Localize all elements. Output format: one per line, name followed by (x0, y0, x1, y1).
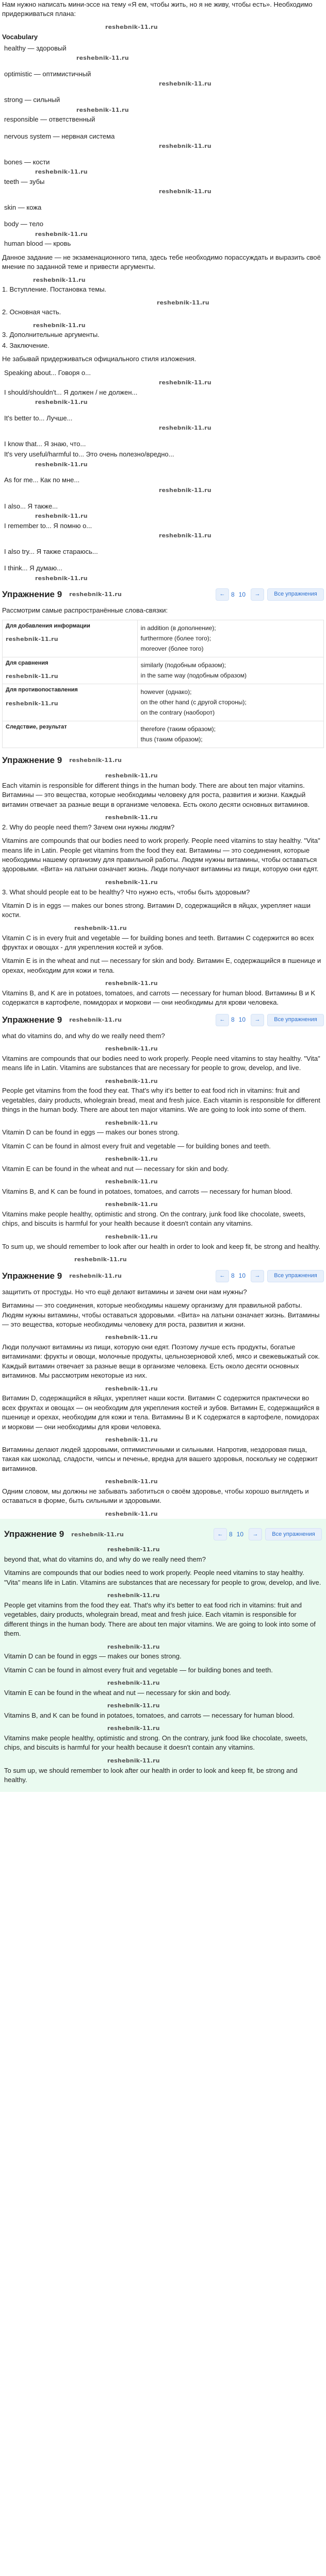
prev-arrow-icon[interactable]: ← (216, 588, 229, 601)
essay-paragraph: Витамины делают людей здоровыми, оптимистичными и сильными. Напротив, нездоровая пища, такая как шоколад, сладости, чипсы и печенье, вредна для вашего здоровья, поскольку не содержит витаминов. (2, 1445, 318, 1472)
watermark: reshebnik-11.ru (35, 230, 88, 238)
essay-paragraph: Vitamins B, and K can be found in potatoes, tomatoes, and carrots — necessary for human blood. (2, 1187, 292, 1195)
linker-category (3, 657, 138, 684)
watermark: reshebnik-11.ru (105, 1201, 158, 1208)
essay-paragraph: Vitamins are compounds that our bodies need to work properly. People need vitamins to stay healthy. "Vita" means life in Latin. Vitamins are substances that are necessary for people to grow, develop, and live. (2, 1054, 320, 1072)
next-exercise-link[interactable]: 10 (236, 1530, 243, 1538)
vocab-item: human blood — кровь (4, 240, 71, 248)
watermark: reshebnik-11.ru (69, 1016, 122, 1024)
essay-paragraph: To sum up, we should remember to look after our health in order to look and keep fit, be strong and healthy. (4, 1766, 298, 1784)
prev-exercise-link[interactable]: 8 (231, 590, 235, 598)
watermark: reshebnik-11.ru (35, 574, 88, 582)
watermark: reshebnik-11.ru (159, 379, 211, 386)
essay-paragraph: 3. What should people eat to be healthy? Что нужно есть, чтобы быть здоровым? (2, 888, 250, 896)
watermark: reshebnik-11.ru (159, 486, 211, 494)
linker-category (3, 620, 138, 657)
linker-words (137, 620, 323, 657)
exercise-nav (2, 1269, 324, 1283)
watermark: reshebnik-11.ru (107, 1680, 160, 1687)
essay-paragraph: Vitamin D can be found in eggs — makes our bones strong. (2, 1128, 180, 1137)
linkers-intro: Рассмотрим самые распространённые слова-связки: (2, 606, 168, 615)
vocab-item: bones — кости (4, 158, 50, 166)
phrase-item: I remember to... Я помню о... (4, 521, 92, 530)
phrases-intro: Не забывай придерживаться официального стиля изложения. (2, 355, 197, 363)
linker-category-label: Для противопоставления (6, 686, 78, 693)
exercise-nav (2, 1013, 324, 1027)
watermark: reshebnik-11.ru (157, 299, 209, 306)
watermark: reshebnik-11.ru (33, 321, 86, 329)
linker-word: similarly (подобным образом); (140, 661, 226, 669)
watermark: reshebnik-11.ru (107, 1643, 160, 1650)
plan-item: 1. Вступление. Постановка темы. (2, 285, 107, 294)
essay-paragraph: Витамин D, содержащийся в яйцах, укрепляет наши кости. Витамин C содержится практически во всех фруктах и овощах — он необходим для укрепления костей и зубов. Витамин E, содержащийся в пшенице и орехах, необходим для кожи и тела. Витамины B и K содержатся в картофеле, помидорах и моркови — они необходимы для крови человека. (2, 1394, 320, 1431)
vocab-item: healthy — здоровый (4, 44, 67, 52)
watermark: reshebnik-11.ru (107, 1757, 160, 1764)
watermark: reshebnik-11.ru (107, 1546, 160, 1553)
vocab-item: teeth — зубы (4, 177, 45, 185)
essay-paragraph: защитить от простуды. Но что ещё делают витамины и зачем они нам нужны? (2, 1287, 247, 1296)
all-exercises-button[interactable]: Все упражнения (267, 588, 324, 601)
watermark: reshebnik-11.ru (105, 1178, 158, 1185)
vocab-list (4, 44, 324, 249)
watermark: reshebnik-11.ru (105, 1077, 158, 1084)
essay-paragraph: Витамины — это соединения, которые необходимы нашему организму для правильной работы. Людям нужны витамины, чтобы оставаться здоровыми. «Вита» на латыни означает жизнь. Витамины — это вещества, которые необходимы человеку для роста, развития и жизни. (2, 1301, 320, 1328)
essay-paragraph: Vitamins make people healthy, optimistic and strong. On the contrary, junk food like chocolate, sweets, chips, and biscuits is harmful for your health because it doesn't contain any vitamins. (4, 1734, 308, 1752)
watermark: reshebnik-11.ru (105, 1510, 158, 1517)
watermark: reshebnik-11.ru (6, 700, 58, 707)
watermark: reshebnik-11.ru (76, 106, 129, 113)
essay-paragraph: Vitamin E can be found in the wheat and nut — necessary for skin and body. (2, 1164, 229, 1173)
exercise-title: Упражнение 9 (4, 1529, 64, 1539)
essay-paragraph: Vitamins B, and K are in potatoes, tomatoes, and carrots — necessary for human blood. Витамины B и K содержатся в картофеле, помидорах и моркови — они необходимы для крови человека. (2, 989, 316, 1007)
essay-paragraph: Vitamin D is in eggs — makes our bones strong. Витамин D, содержащийся в яйцах, укрепляет наши кости. (2, 902, 311, 919)
phrases-list (4, 368, 324, 582)
nav-controls (210, 1528, 322, 1540)
watermark: reshebnik-11.ru (105, 814, 158, 821)
essay-paragraph: Vitamin C can be found in almost every fruit and vegetable — for building bones and teeth. (4, 1666, 273, 1674)
exercise-title: Упражнение 9 (2, 755, 62, 766)
essay-paragraph: Each vitamin is responsible for different things in the human body. There are about ten major vitamins. Витамины — это вещества, которые необходимы человеку для роста, развития и жизни. Каждый витамин отвечает за разные вещи в организме человека. Есть около десяти основных витаминов. (2, 781, 309, 808)
essay-paragraph: Люди получают витамины из пищи, которую они едят. Поэтому лучше есть продукты, богатые витаминами: фрукты и овощи, молочные продукты, цельнозерновой хлеб, мясо и свежевыжатый сок. Каждый витамин отвечает за разные вещи в организме человека. Есть около десяти основных витаминов. Мы рассмотрим некоторые из них. (2, 1343, 320, 1380)
linker-category-label: Следствие, результат (6, 724, 67, 731)
linker-word: however (однако); (140, 688, 192, 696)
exercise-nav (2, 587, 324, 602)
linker-word: in the same way (подобным образом) (140, 671, 247, 679)
watermark: reshebnik-11.ru (6, 673, 58, 680)
linker-word: thus (таким образом); (140, 736, 203, 743)
next-arrow-icon[interactable]: → (251, 1270, 264, 1282)
nav-controls (213, 1014, 324, 1026)
linker-category-label: Для сравнения (6, 659, 48, 666)
essay-paragraph: 2. Why do people need them? Зачем они нужны людям? (2, 823, 175, 831)
table-row (3, 684, 324, 721)
prev-arrow-icon[interactable]: ← (216, 1014, 229, 1026)
watermark: reshebnik-11.ru (159, 143, 211, 150)
vocab-item: skin — кожа (4, 203, 42, 211)
vocab-item: responsible — ответственный (4, 115, 95, 124)
watermark: reshebnik-11.ru (105, 1385, 158, 1392)
watermark: reshebnik-11.ru (74, 1256, 127, 1263)
table-row (3, 657, 324, 684)
watermark: reshebnik-11.ru (105, 1156, 158, 1163)
phrase-item: I think... Я думаю... (4, 564, 62, 572)
watermark: reshebnik-11.ru (76, 55, 129, 62)
watermark: reshebnik-11.ru (69, 1272, 122, 1279)
nav-controls (213, 588, 324, 601)
essay-paragraph: Vitamins make people healthy, optimistic and strong. On the contrary, junk food like chocolate, sweets, chips, and biscuits is harmful for your health because it doesn't contain any vitamins. (2, 1210, 306, 1228)
essay-paragraph: beyond that, what do vitamins do, and why do we really need them? (4, 1555, 206, 1563)
linker-word: on the contrary (наоборот) (140, 709, 215, 716)
next-arrow-icon[interactable]: → (249, 1528, 262, 1540)
essay-paragraph: Vitamins are compounds that our bodies need to work properly. People need vitamins to stay healthy. "Vita" means life in Latin. Vitamins are substances that are necessary for people to grow, develop, and live. (4, 1569, 321, 1586)
phrase-item: Speaking about... Говоря о... (4, 368, 91, 377)
watermark: reshebnik-11.ru (105, 1233, 158, 1240)
watermark: reshebnik-11.ru (159, 532, 211, 539)
linker-word: in addition (в дополнение); (140, 624, 216, 632)
all-exercises-button[interactable]: Все упражнения (267, 1014, 324, 1026)
watermark: reshebnik-11.ru (35, 461, 88, 468)
exercise-title: Упражнение 9 (2, 1014, 62, 1025)
linkers-table (2, 620, 324, 748)
essay-paragraph: what do vitamins do, and why do we really need them? (2, 1031, 165, 1040)
prev-arrow-icon[interactable]: ← (216, 1270, 229, 1282)
watermark: reshebnik-11.ru (105, 1478, 158, 1485)
watermark: reshebnik-11.ru (105, 23, 158, 30)
phrase-item: I should/shouldn't... Я должен / не должен... (4, 388, 138, 396)
nav-controls (213, 1270, 324, 1282)
watermark: reshebnik-11.ru (69, 757, 122, 764)
essay-paragraph: Vitamins B, and K can be found in potatoes, tomatoes, and carrots — necessary for human blood. (4, 1711, 295, 1719)
linker-word: therefore (таким образом); (140, 725, 216, 733)
exercise-nav (4, 1527, 322, 1541)
vocab-heading: Vocabulary (2, 32, 38, 41)
plan-item: 4. Заключение. (2, 341, 50, 349)
essay-paragraph: Vitamin C can be found in almost every fruit and vegetable — for building bones and teeth. (2, 1142, 271, 1150)
linker-words (137, 684, 323, 721)
watermark: reshebnik-11.ru (35, 399, 88, 406)
watermark: reshebnik-11.ru (74, 924, 127, 931)
linker-words (137, 657, 323, 684)
essay-paragraph: Vitamin C is in every fruit and vegetable — for building bones and teeth. Витамин C содержится во всех фруктах и овощах - для укрепления костей и зубов. (2, 934, 314, 951)
watermark: reshebnik-11.ru (159, 80, 211, 88)
vocab-item: strong — сильный (4, 96, 60, 104)
watermark: reshebnik-11.ru (105, 1045, 158, 1053)
phrase-item: It's better to... Лучше... (4, 414, 73, 422)
watermark: reshebnik-11.ru (107, 1725, 160, 1732)
linker-word: furthermore (более того); (140, 634, 211, 642)
watermark: reshebnik-11.ru (33, 276, 86, 283)
phrase-item: I know that... Я знаю, что... (4, 439, 86, 448)
watermark: reshebnik-11.ru (105, 878, 158, 886)
linker-word: moreover (более того) (140, 645, 204, 652)
all-exercises-button[interactable]: Все упражнения (265, 1528, 322, 1540)
prev-arrow-icon[interactable]: ← (214, 1528, 227, 1540)
next-exercise-link[interactable]: 10 (238, 590, 246, 598)
linker-words (137, 721, 323, 748)
table-row (3, 620, 324, 657)
watermark: reshebnik-11.ru (105, 1334, 158, 1341)
intro-text: Нам нужно написать мини-эссе на тему «Я ем, чтобы жить, но я не живу, чтобы есть». Необходимо придерживаться плана: (2, 1, 313, 18)
linker-category-label: Для добавления информации (6, 622, 90, 629)
phrase-item: I also... Я также... (4, 502, 58, 510)
watermark: reshebnik-11.ru (107, 1592, 160, 1599)
vocab-item: optimistic — оптимистичный (4, 70, 91, 78)
watermark: reshebnik-11.ru (159, 188, 211, 195)
watermark: reshebnik-11.ru (69, 591, 122, 598)
linker-category (3, 684, 138, 721)
exercise-title: Упражнение 9 (2, 589, 62, 600)
essay-paragraph: Одним словом, мы должны не забывать заботиться о своём здоровье, чтобы хорошо выглядеть и оставаться в форме, быть сильными и здоровыми. (2, 1487, 309, 1505)
plan-item: 3. Дополнительные аргументы. (2, 331, 100, 339)
prev-exercise-link[interactable]: 8 (229, 1530, 233, 1538)
essay-paragraph: Vitamin E can be found in the wheat and nut — necessary for skin and body. (4, 1688, 231, 1697)
watermark: reshebnik-11.ru (71, 1531, 124, 1538)
exercise-heading (2, 753, 324, 768)
exercise-title: Упражнение 9 (2, 1270, 62, 1281)
watermark: reshebnik-11.ru (35, 512, 88, 519)
phrase-item: It's very useful/harmful to... Это очень полезно/вредно... (4, 450, 174, 459)
linker-category (3, 721, 138, 748)
highlighted-answer (0, 1519, 326, 1792)
watermark: reshebnik-11.ru (105, 1436, 158, 1444)
essay-paragraph: Vitamin D can be found in eggs — makes our bones strong. (4, 1652, 182, 1660)
watermark: reshebnik-11.ru (35, 168, 88, 176)
watermark: reshebnik-11.ru (105, 980, 158, 987)
essay-paragraph: People get vitamins from the food they eat. That's why it's better to eat food rich in vitamins: fruit and vegetables, dairy products, wholegrain bread, meat and fresh juice. Each vitamin is responsible for different things in the human body. There are about ten major vitamins. We are going to look into some of them. (2, 1087, 320, 1114)
phrase-item: As for me... Как по мне... (4, 476, 80, 484)
next-arrow-icon[interactable]: → (251, 1014, 264, 1026)
next-exercise-link[interactable]: 10 (238, 1272, 246, 1280)
all-exercises-button[interactable]: Все упражнения (267, 1270, 324, 1282)
essay-paragraph: Vitamins are compounds that our bodies need to work properly. People need vitamins to stay healthy. "Vita" means life in Latin. People get vitamins from the food they eat. Витамины — это соединения, которые необходимы нашему организму для правильной работы. Людям нужны витамины, чтобы оставаться здоровыми. «Вита» на латыни означает жизнь. Люди получают витамины из пищи, которую они едят. (2, 837, 320, 873)
prev-exercise-link[interactable]: 8 (231, 1016, 235, 1024)
next-exercise-link[interactable]: 10 (238, 1016, 246, 1024)
vocab-item: nervous system — нервная система (4, 132, 115, 140)
plan-text: Данное задание — не экзаменационного типа, здесь тебе необходимо порассуждать и выразить своё мнение по заданной теме и привести аргументы. (2, 253, 321, 271)
watermark: reshebnik-11.ru (105, 1119, 158, 1126)
watermark: reshebnik-11.ru (105, 772, 158, 779)
essay-paragraph: Vitamin E is in the wheat and nut — necessary for skin and body. Витамин E, содержащийся в пшенице и орехах, необходим для кожи и тела. (2, 957, 321, 974)
essay-paragraph: To sum up, we should remember to look after our health in order to look and keep fit, be strong and healthy. (2, 1242, 320, 1250)
watermark: reshebnik-11.ru (159, 425, 211, 432)
table-row (3, 721, 324, 748)
prev-exercise-link[interactable]: 8 (231, 1272, 235, 1280)
plan-item: 2. Основная часть. (2, 308, 61, 316)
watermark: reshebnik-11.ru (6, 636, 58, 643)
linker-word: on the other hand (с другой стороны); (140, 698, 247, 706)
next-arrow-icon[interactable]: → (251, 588, 264, 601)
essay-paragraph: People get vitamins from the food they eat. That's why it's better to eat food rich in vitamins: fruit and vegetables, dairy products, wholegrain bread, meat and fresh juice. Each vitamin is responsible for different things in the human body. There are about ten major vitamins. We are going to look into some of them. (4, 1601, 316, 1638)
watermark: reshebnik-11.ru (107, 1702, 160, 1709)
phrase-item: I also try... Я также стараюсь... (4, 547, 98, 555)
vocab-item: body — тело (4, 220, 43, 228)
